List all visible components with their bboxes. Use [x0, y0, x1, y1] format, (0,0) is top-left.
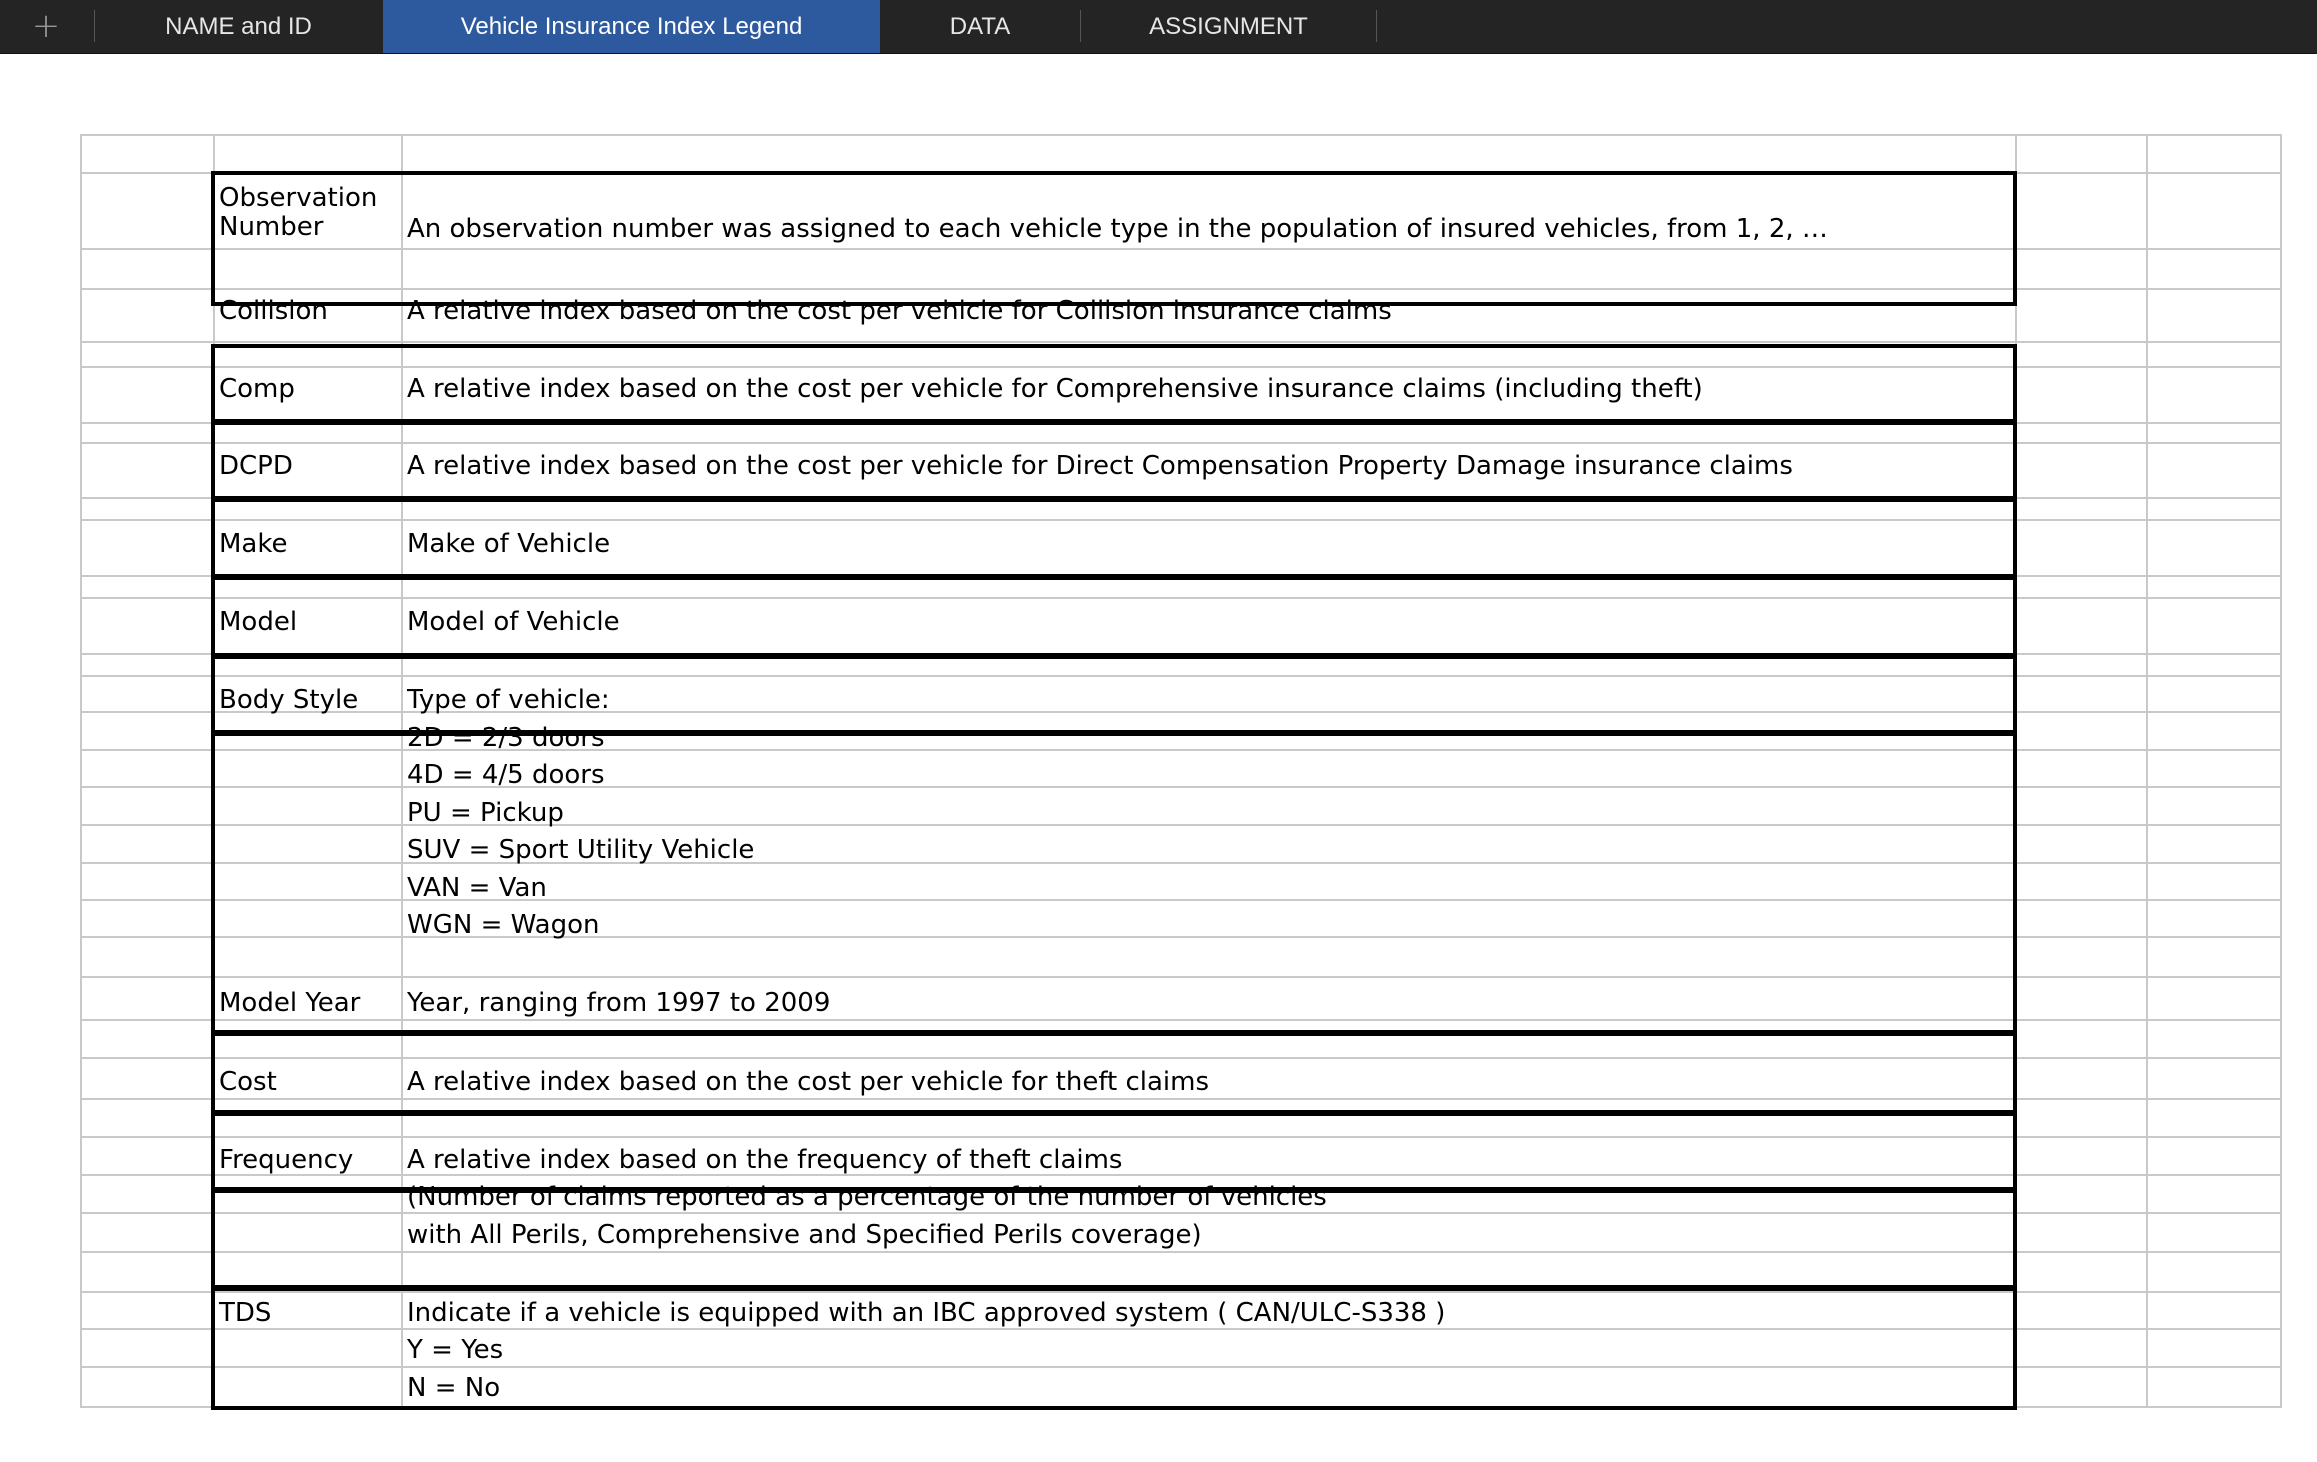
tds-line[interactable]: Y = Yes: [407, 1335, 504, 1365]
body-style-line[interactable]: SUV = Sport Utility Vehicle: [407, 835, 755, 865]
legend-border-top: [211, 421, 2017, 425]
legend-border-left: [211, 498, 215, 578]
legend-border-top: [211, 1032, 2017, 1036]
legend-border-top: [211, 1287, 2017, 1291]
grid-row-line: [80, 1212, 2282, 1214]
frequency-line[interactable]: with All Perils, Comprehensive and Specified Perils coverage): [407, 1220, 1202, 1250]
grid-row-line: [80, 1136, 2282, 1138]
desc-dcpd[interactable]: A relative index based on the cost per vehicle for Direct Compensation Property Damage insurance claims: [407, 451, 1793, 481]
legend-border-right: [2013, 421, 2017, 500]
legend-border-left: [211, 1032, 215, 1114]
grid-column-line: [2146, 134, 2148, 1408]
desc-model-year[interactable]: Year, ranging from 1997 to 2009: [407, 988, 831, 1018]
legend-border-top: [211, 655, 2017, 659]
frequency-line[interactable]: (Number of claims reported as a percentage of the number of vehicles: [407, 1182, 1327, 1212]
grid-column-line: [80, 134, 82, 1408]
plus-icon: +: [31, 6, 61, 46]
legend-border-right: [2013, 1112, 2017, 1191]
legend-border-left: [211, 1112, 215, 1191]
term-collision[interactable]: Collision: [219, 296, 328, 326]
legend-border-left: [211, 1189, 215, 1289]
grid-row-line: [80, 288, 2282, 290]
term-model-year[interactable]: Model Year: [219, 988, 361, 1018]
grid-row-line: [80, 442, 2282, 444]
legend-border-top: [211, 498, 2017, 502]
legend-border-left: [211, 344, 215, 423]
legend-border-bottom: [211, 1406, 2017, 1410]
legend-border-top: [211, 344, 2017, 348]
body-style-line[interactable]: PU = Pickup: [407, 798, 564, 828]
term-dcpd[interactable]: DCPD: [219, 451, 293, 481]
grid-row-line: [80, 519, 2282, 521]
legend-border-top: [211, 1112, 2017, 1116]
legend-border-right: [2013, 344, 2017, 423]
tab-assignment[interactable]: ASSIGNMENT: [1149, 13, 1308, 40]
grid-row-line: [80, 1291, 2282, 1293]
grid-column-line: [2280, 134, 2282, 1408]
sheet-tab-bar: [0, 0, 2317, 54]
desc-cost[interactable]: A relative index based on the cost per vehicle for theft claims: [407, 1067, 1210, 1097]
term-frequency[interactable]: Frequency: [219, 1145, 354, 1175]
spreadsheet-grid[interactable]: [0, 54, 2317, 1462]
body-style-line[interactable]: Type of vehicle:: [407, 685, 610, 715]
grid-row-line: [80, 1019, 2282, 1021]
desc-make[interactable]: Make of Vehicle: [407, 529, 611, 559]
legend-border-right: [2013, 1189, 2017, 1289]
tds-line[interactable]: Indicate if a vehicle is equipped with an IBC approved system ( CAN/ULC-S338 ): [407, 1298, 1446, 1328]
legend-border-right: [2013, 1287, 2017, 1410]
legend-border-right: [2013, 576, 2017, 657]
grid-row-line: [80, 1366, 2282, 1368]
tab-name-and-id[interactable]: NAME and ID: [165, 13, 312, 40]
legend-border-left: [211, 171, 215, 306]
legend-border-right: [2013, 1032, 2017, 1114]
legend-border-left: [211, 655, 215, 734]
legend-border-left: [211, 421, 215, 500]
grid-row-line: [80, 341, 2282, 343]
grid-row-line: [80, 248, 2282, 250]
body-style-line[interactable]: VAN = Van: [407, 873, 547, 903]
term-tds[interactable]: TDS: [219, 1298, 272, 1328]
tds-line[interactable]: N = No: [407, 1373, 501, 1403]
grid-row-line: [80, 1098, 2282, 1100]
grid-row-line: [80, 976, 2282, 978]
legend-border-left: [211, 732, 215, 1034]
term-cost[interactable]: Cost: [219, 1067, 277, 1097]
add-sheet-button[interactable]: [22, 8, 70, 44]
body-style-line[interactable]: WGN = Wagon: [407, 910, 600, 940]
legend-border-right: [2013, 498, 2017, 578]
tab-data[interactable]: DATA: [949, 13, 1011, 40]
legend-border-right: [2013, 732, 2017, 1034]
grid-row-line: [80, 134, 2282, 136]
tab-vehicle-insurance-index-legend[interactable]: Vehicle Insurance Index Legend: [383, 0, 880, 53]
desc-observation-number[interactable]: An observation number was assigned to each vehicle type in the population of insured vehicles, from 1, 2, …: [407, 214, 1828, 244]
legend-border-top: [211, 576, 2017, 580]
term-make[interactable]: Make: [219, 529, 288, 559]
legend-border-left: [211, 576, 215, 657]
desc-model[interactable]: Model of Vehicle: [407, 607, 620, 637]
body-style-line[interactable]: 2D = 2/3 doors: [407, 723, 605, 753]
legend-border-top: [211, 171, 2017, 175]
tab-separator: [1376, 10, 1377, 42]
term-body-style[interactable]: Body Style: [219, 685, 359, 715]
legend-border-right: [2013, 171, 2017, 306]
term-observation-number[interactable]: Observation Number: [219, 183, 378, 242]
legend-border-right: [2013, 655, 2017, 734]
grid-row-line: [80, 1251, 2282, 1253]
grid-row-line: [80, 366, 2282, 368]
legend-border-left: [211, 1287, 215, 1410]
body-style-line[interactable]: 4D = 4/5 doors: [407, 760, 605, 790]
grid-row-line: [80, 597, 2282, 599]
grid-row-line: [80, 1328, 2282, 1330]
grid-column-line: [401, 134, 403, 1408]
grid-row-line: [80, 1057, 2282, 1059]
desc-collision[interactable]: A relative index based on the cost per vehicle for Collision insurance claims: [407, 296, 1392, 326]
desc-comp[interactable]: A relative index based on the cost per vehicle for Comprehensive insurance claims (including theft): [407, 374, 1703, 404]
grid-row-line: [80, 675, 2282, 677]
term-model[interactable]: Model: [219, 607, 298, 637]
term-comp[interactable]: Comp: [219, 374, 295, 404]
frequency-line[interactable]: A relative index based on the frequency of theft claims: [407, 1145, 1123, 1175]
